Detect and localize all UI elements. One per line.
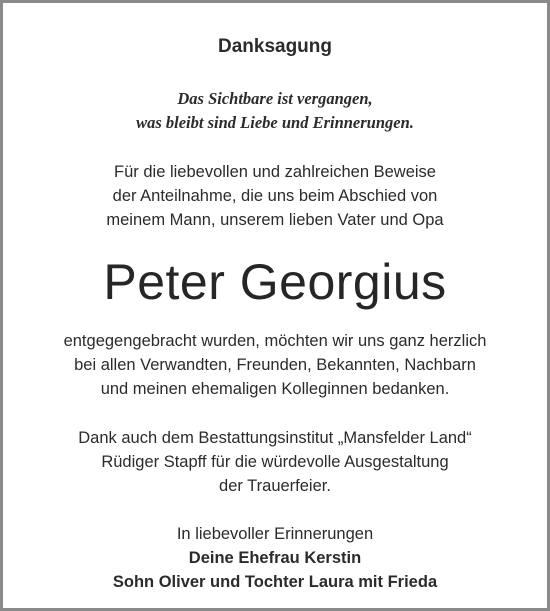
funeral-thanks-line: der Trauerfeier. [219,477,331,495]
thanks-text [3,329,547,401]
deceased-name: Peter Georgius [103,254,447,310]
heading: Danksagung [217,36,333,57]
funeral-thanks-text [3,426,547,498]
thanks-line: bei allen Verwandten, Freunden, Bekannten, Nachbarn [74,356,476,374]
motto-line: Das Sichtbare ist vergangen, [177,89,373,108]
motto [3,87,547,135]
intro-line: Für die liebevollen und zahlreichen Beweise [114,163,436,181]
thanks-line: entgegengebracht wurden, möchten wir uns ganz herzlich [63,332,487,350]
intro-line: meinem Mann, unserem lieben Vater und Opa [106,211,444,229]
closing-phrase: In liebevoller Erinnerungen [176,525,374,543]
thanks-line: und meinen ehemaligen Kolleginnen bedanken. [100,380,450,398]
motto-line: was bleibt sind Liebe und Erinnerungen. [136,113,414,132]
closing-signature [3,522,547,594]
intro-line: der Anteilnahme, die uns beim Abschied von [112,187,438,205]
signer-line: Sohn Oliver und Tochter Laura mit Frieda [112,573,438,591]
signer-line: Deine Ehefrau Kerstin [188,549,362,567]
intro-text [3,160,547,232]
funeral-thanks-line: Rüdiger Stapff für die würdevolle Ausgestaltung [101,453,449,471]
funeral-thanks-line: Dank auch dem Bestattungsinstitut „Mansfelder Land“ [78,429,472,447]
